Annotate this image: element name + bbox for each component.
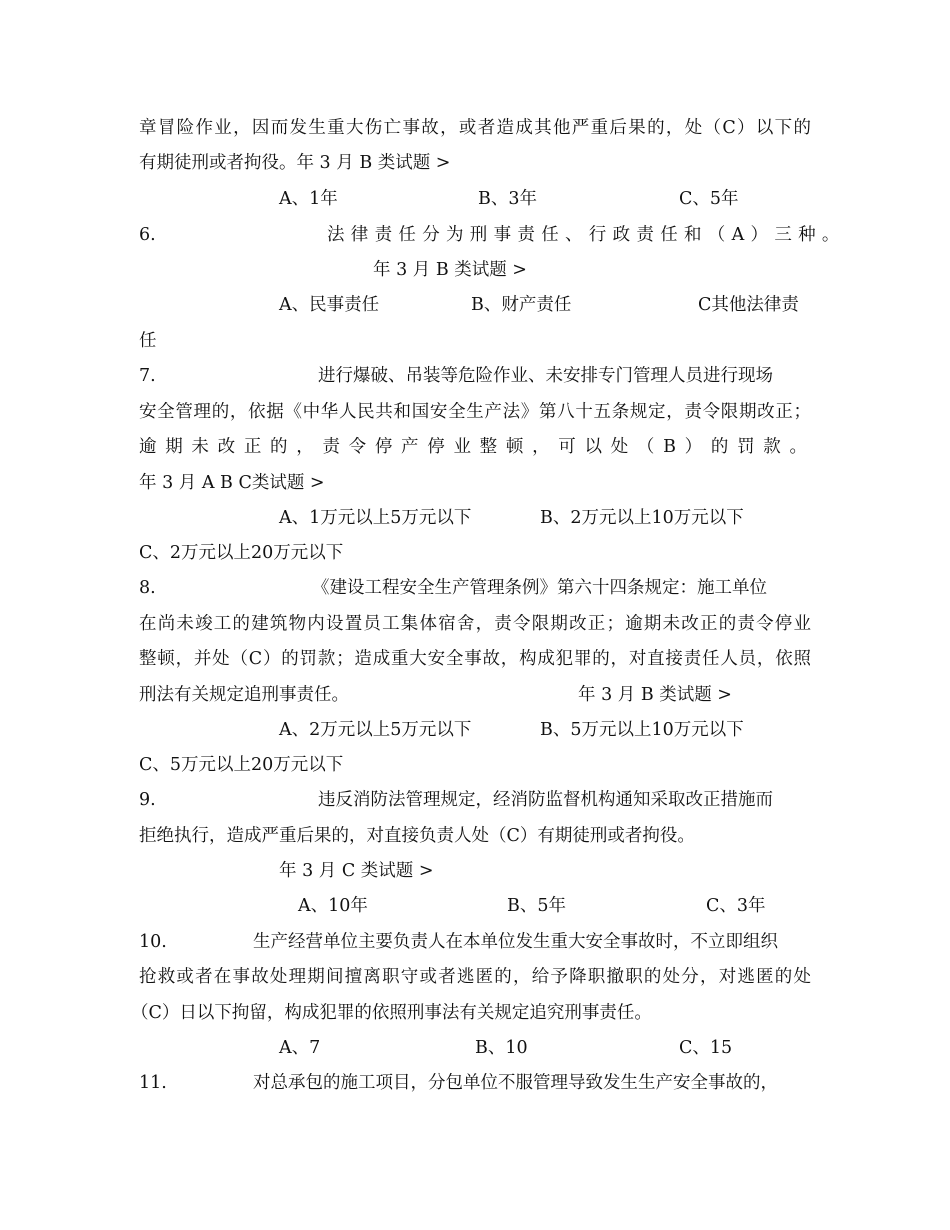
question-7-line-3: 逾期未改正的，责令停产停业整顿，可以处（B）的罚款。 [139,437,811,457]
question-10-line-1: 生产经营单位主要负责人在本单位发生重大安全事故时，不立即组织 [253,932,778,952]
question-9-option-a: A、10年 [298,896,368,916]
question-6-option-c-wrap: 任 [139,331,157,351]
question-6-option-c: C其他法律责 [698,295,799,315]
question-6-text: 法律责任分为刑事责任、行政责任和（A）三种。 [327,225,846,245]
question-5-option-c: C、5年 [679,189,739,209]
question-5-option-b: B、3年 [478,189,537,209]
question-9-number: 9. [139,790,156,810]
question-7-option-c: C、2万元以上20万元以下 [139,543,344,563]
question-7-line-1: 进行爆破、吊装等危险作业、未安排专门管理人员进行现场 [318,366,773,386]
question-7-tag: 年 3 月 A B C类试题 > [139,473,325,493]
question-6-tag: 年 3 月 B 类试题 > [373,260,527,280]
question-7-line-2: 安全管理的，依据《中华人民共和国安全生产法》第八十五条规定，责令限期改正； [139,402,811,422]
question-8-number: 8. [139,578,156,598]
question-8-line-4: 刑法有关规定追刑事责任。 [139,685,349,705]
question-10-option-a: A、7 [279,1038,321,1058]
question-8-option-a: A、2万元以上5万元以下 [279,720,472,740]
question-9-tag: 年 3 月 C 类试题 > [279,861,434,881]
question-7-number: 7. [139,366,156,386]
question-10-number: 10. [139,932,167,952]
question-6-number: 6. [139,225,156,245]
question-8-line-2: 在尚未竣工的建筑物内设置员工集体宿舍，责令限期改正；逾期未改正的责令停业 [139,614,811,634]
question-8-tag: 年 3 月 B 类试题 > [578,685,732,705]
question-8-line-3: 整顿，并处（C）的罚款；造成重大安全事故，构成犯罪的，对直接责任人员，依照 [139,649,811,669]
question-5-line-2: 有期徒刑或者拘役。年 3 月 B 类试题 > [139,153,451,173]
question-7-option-b: B、2万元以上10万元以下 [540,508,744,528]
question-10-option-c: C、15 [679,1038,733,1058]
question-8-option-b: B、5万元以上10万元以下 [540,720,744,740]
question-8-option-c: C、5万元以上20万元以下 [139,755,344,775]
question-8-line-1: 《建设工程安全生产管理条例》第六十四条规定：施工单位 [312,578,767,598]
question-10-line-3: （C）日以下拘留，构成犯罪的依照刑事法有关规定追究刑事责任。 [131,1003,652,1023]
question-11-number: 11. [139,1073,167,1093]
question-6-option-b: B、财产责任 [471,295,572,315]
question-9-option-b: B、5年 [507,896,566,916]
question-9-line-1: 违反消防法管理规定，经消防监督机构通知采取改正措施而 [318,790,773,810]
question-5-option-a: A、1年 [279,189,338,209]
question-11-line-1: 对总承包的施工项目，分包单位不服管理导致发生生产安全事故的， [253,1073,778,1093]
question-9-line-2: 拒绝执行，造成严重后果的，对直接负责人处（C）有期徒刑或者拘役。 [139,826,695,846]
question-10-option-b: B、10 [475,1038,528,1058]
question-6-option-a: A、民事责任 [279,295,380,315]
question-7-option-a: A、1万元以上5万元以下 [279,508,472,528]
question-5-line-1: 章冒险作业，因而发生重大伤亡事故，或者造成其他严重后果的，处（C）以下的 [139,118,811,138]
question-9-option-c: C、3年 [706,896,766,916]
question-10-line-2: 抢救或者在事故处理期间擅离职守或者逃匿的，给予降职撤职的处分，对逃匿的处 [139,967,811,987]
